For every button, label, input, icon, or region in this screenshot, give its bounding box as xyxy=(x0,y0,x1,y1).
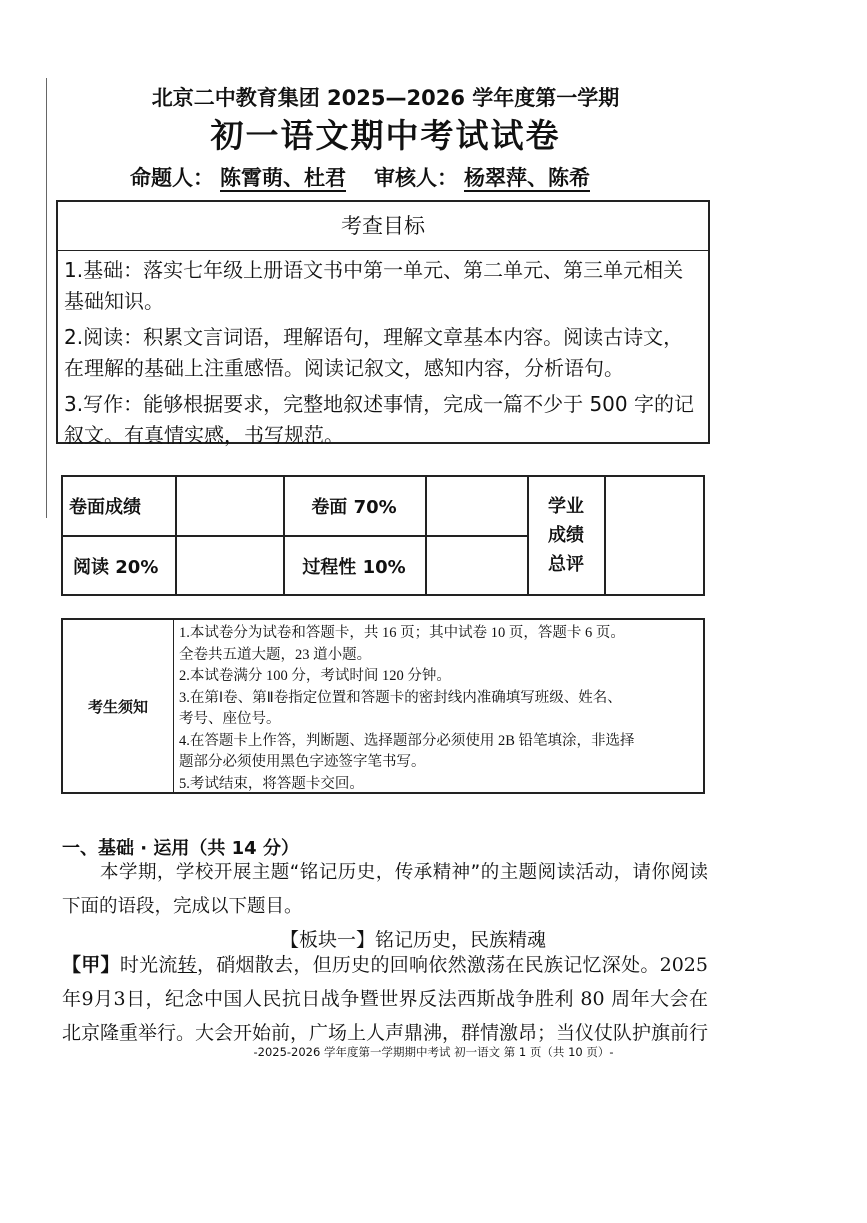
reviewers-names: 杨翠萍、陈希 xyxy=(464,166,590,190)
page-footer: -2025-2026 学年度第一学期期中考试 初一语文 第 1 页（共 10 页）- xyxy=(253,1045,614,1059)
notice-line: 考号、座位号。 xyxy=(179,711,281,727)
notice-line: 1.本试卷分为试卷和答题卡，共 16 页；其中试卷 10 页，答题卡 6 页。 xyxy=(179,625,625,641)
notice-list xyxy=(179,623,697,795)
section-intro: 本学期，学校开展主题“铭记历史，传承精神”的主题阅读活动，请你阅读下面的语段，完成以下题目。 xyxy=(62,862,708,917)
process-10-label: 过程性 10% xyxy=(302,557,406,578)
paper-70-label: 卷面 70% xyxy=(311,497,397,518)
process-10-value[interactable] xyxy=(426,537,527,595)
authors-names: 陈霄萌、杜君 xyxy=(220,166,346,190)
paper-score-label: 卷面成绩 xyxy=(69,497,141,518)
authors-line xyxy=(130,162,596,192)
block-title: 【板块一】铭记历史，民族精魂 xyxy=(280,929,547,951)
notice-label: 考生须知 xyxy=(63,620,174,792)
exam-title: 初一语文期中考试试卷 xyxy=(210,116,561,155)
notice-line: 全卷共五道大题，23 道小题。 xyxy=(179,646,372,663)
reviewers-label: 审核人： xyxy=(374,166,458,190)
goals-list xyxy=(58,251,708,451)
notice-line: 5.考试结束，将答题卡交回。 xyxy=(179,775,364,792)
passage-marker: 【甲】 xyxy=(62,954,120,976)
reading-20-value[interactable] xyxy=(176,537,283,595)
notice-line: 题部分必须使用黑色字迹签字笔书写。 xyxy=(179,754,426,770)
total-grade-value[interactable] xyxy=(605,477,703,594)
notice-line: 4.在答题卡上作答，判断题、选择题部分必须使用 2B 铅笔填涂，非选择 xyxy=(179,732,635,749)
paper-score-value[interactable] xyxy=(176,477,283,535)
score-table xyxy=(61,475,705,596)
reading-passage: 【甲】时光流转，硝烟散去，但历史的回响依然激荡在民族记忆深处。2025年9月3日，纪念中国人民抗日战争暨世界反法西斯战争胜利 80 周年大会在北京隆重举行。大会开始前，广场上人声鼎沸，群情激昂；当仪仗队护旗前行 xyxy=(62,954,709,1044)
goal-item-basics: 1.基础：落实七年级上册语文书中第一单元、第二单元、第三单元相关基础知识。 xyxy=(64,258,684,313)
total-grade-label: 学业 成绩 总评 xyxy=(548,496,584,575)
exam-goals-box xyxy=(56,200,710,447)
section-title: 一、基础 · 运用（共 14 分） xyxy=(62,838,299,859)
authors-label: 命题人： xyxy=(130,166,214,190)
notice-line: 3.在第Ⅰ卷、第Ⅱ卷指定位置和答题卡的密封线内准确填写班级、姓名、 xyxy=(179,689,622,706)
underlined-char: 转 xyxy=(177,954,197,976)
reading-20-label: 阅读 20% xyxy=(73,557,159,578)
exam-notice-box xyxy=(61,618,705,794)
goal-item-writing: 3.写作：能够根据要求，完整地叙述事情，完成一篇不少于 500 字的记叙文。有真情实感，书写规范。 xyxy=(64,392,694,447)
goals-heading: 考查目标 xyxy=(58,202,708,251)
goal-item-reading: 2.阅读：积累文言词语，理解语句，理解文章基本内容。阅读古诗文，在理解的基础上注重感悟。阅读记叙文，感知内容，分析语句。 xyxy=(64,325,684,380)
notice-line: 2.本试卷满分 100 分，考试时间 120 分钟。 xyxy=(179,668,451,684)
paper-70-value[interactable] xyxy=(426,477,527,535)
exam-organization: 北京二中教育集团 2025—2026 学年度第一学期 xyxy=(151,86,620,110)
